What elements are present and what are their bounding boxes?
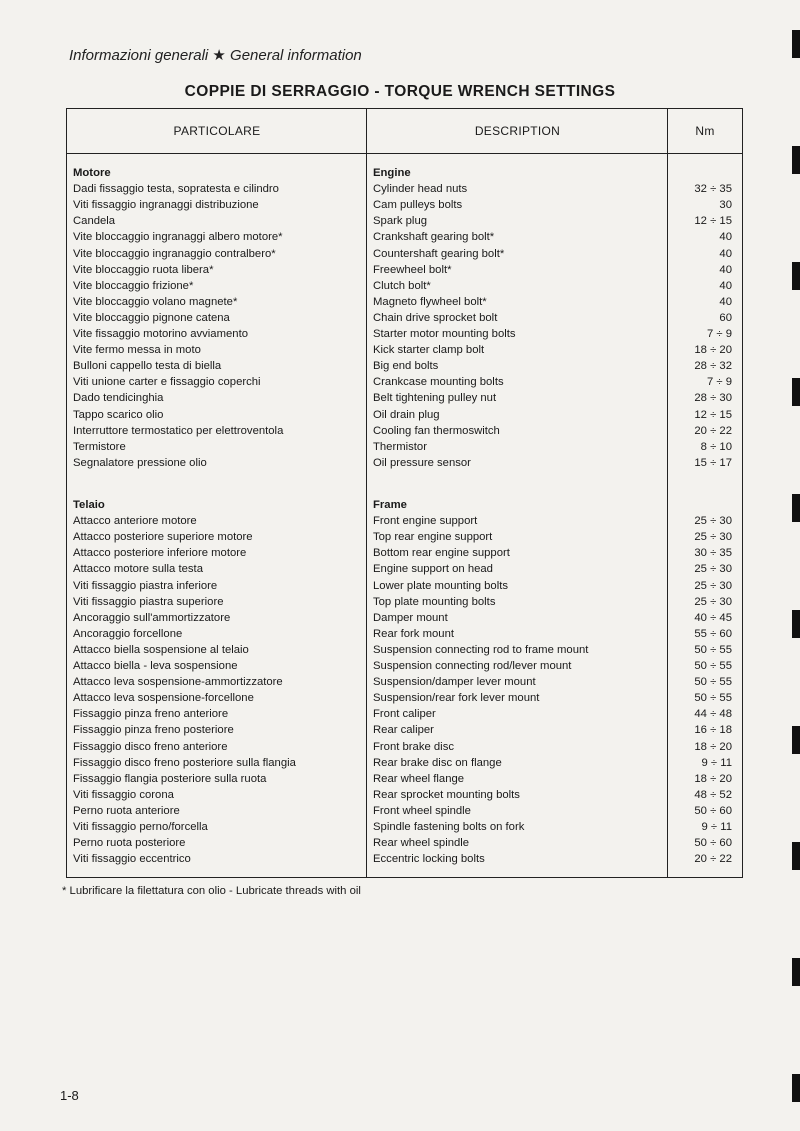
row-torque-nm: 25 ÷ 30 — [694, 563, 732, 576]
row-particolare: Attacco posteriore superiore motore — [73, 531, 253, 544]
row-particolare: Termistore — [73, 440, 126, 453]
row-particolare: Vite bloccaggio volano magnete* — [73, 295, 238, 308]
row-description: Rear sprocket mounting bolts — [373, 788, 520, 801]
row-particolare: Attacco biella sospensione al telaio — [73, 643, 249, 656]
row-description: Clutch bolt* — [373, 279, 431, 292]
row-particolare: Dado tendicinghia — [73, 392, 164, 405]
row-description: Starter motor mounting bolts — [373, 328, 516, 340]
row-particolare: Interruttore termostatico per elettroventola — [73, 424, 284, 437]
row-description: Magneto flywheel bolt* — [373, 295, 487, 308]
row-description: Chain drive sprocket bolt — [373, 311, 498, 324]
row-description: Belt tightening pulley nut — [373, 392, 497, 405]
row-description: Rear wheel spindle — [373, 837, 470, 850]
binder-tab — [792, 842, 800, 870]
row-torque-nm: 48 ÷ 52 — [694, 788, 732, 801]
row-particolare: Viti fissaggio corona — [73, 788, 174, 801]
row-particolare: Candela — [73, 215, 116, 228]
row-description: Top rear engine support — [373, 531, 493, 544]
column-divider — [667, 109, 668, 877]
row-torque-nm: 50 ÷ 60 — [694, 804, 732, 817]
row-description: Eccentric locking bolts — [373, 853, 485, 866]
row-torque-nm: 25 ÷ 30 — [694, 531, 732, 544]
row-torque-nm: 25 ÷ 30 — [694, 515, 732, 528]
row-particolare: Viti unione carter e fissaggio coperchi — [73, 376, 261, 389]
binder-tab — [792, 1074, 800, 1102]
row-torque-nm: 50 ÷ 55 — [694, 676, 732, 689]
row-description: Front brake disc — [373, 740, 454, 753]
torque-table — [66, 108, 743, 878]
row-torque-nm: 15 ÷ 17 — [694, 456, 732, 469]
binder-tab — [792, 378, 800, 406]
row-description: Top plate mounting bolts — [373, 595, 496, 608]
row-description: Lower plate mounting bolts — [373, 579, 509, 592]
binder-tab — [792, 494, 800, 522]
row-description: Countershaft gearing bolt* — [373, 247, 505, 260]
row-description: Big end bolts — [373, 360, 439, 373]
row-torque-nm: 50 ÷ 55 — [694, 660, 732, 672]
row-particolare: Dadi fissaggio testa, sopratesta e cilindro — [73, 183, 279, 196]
row-torque-nm: 40 ÷ 45 — [694, 611, 732, 624]
row-torque-nm: 32 ÷ 35 — [694, 183, 732, 196]
row-particolare: Attacco anteriore motore — [73, 515, 197, 528]
row-particolare: Vite bloccaggio ingranaggi albero motore* — [73, 231, 283, 244]
row-torque-nm: 12 ÷ 15 — [694, 215, 732, 228]
row-torque-nm: 50 ÷ 60 — [694, 837, 732, 850]
row-torque-nm: 7 ÷ 9 — [706, 376, 732, 389]
section-heading-it: Motore — [73, 167, 111, 179]
row-particolare: Vite bloccaggio ingranaggio contralbero* — [73, 247, 276, 260]
row-torque-nm: 16 ÷ 18 — [694, 724, 732, 737]
row-description: Spindle fastening bolts on fork — [373, 821, 525, 833]
row-particolare: Perno ruota anteriore — [73, 804, 180, 817]
row-torque-nm: 40 — [719, 279, 732, 292]
row-description: Damper mount — [373, 611, 448, 624]
row-torque-nm: 20 ÷ 22 — [694, 424, 732, 437]
row-description: Oil drain plug — [373, 408, 440, 421]
row-description: Suspension/rear fork lever mount — [373, 692, 540, 705]
row-description: Bottom rear engine support — [373, 547, 510, 560]
row-description: Cam pulleys bolts — [373, 199, 463, 212]
row-torque-nm: 44 ÷ 48 — [694, 708, 732, 721]
row-torque-nm: 40 — [719, 247, 732, 260]
row-particolare: Vite bloccaggio pignone catena — [73, 311, 230, 324]
row-particolare: Viti fissaggio eccentrico — [73, 853, 191, 866]
row-torque-nm: 28 ÷ 32 — [694, 360, 732, 373]
row-particolare: Viti fissaggio piastra superiore — [73, 595, 224, 608]
row-description: Rear caliper — [373, 724, 434, 737]
column-divider — [366, 109, 367, 877]
section-heading-en: Engine — [373, 167, 411, 179]
row-particolare: Fissaggio flangia posteriore sulla ruota — [73, 772, 267, 785]
binder-tab — [792, 262, 800, 290]
row-torque-nm: 18 ÷ 20 — [694, 772, 732, 785]
column-header-nm: Nm — [668, 109, 742, 154]
row-particolare: Vite fissaggio motorino avviamento — [73, 328, 248, 340]
row-particolare: Vite bloccaggio frizione* — [73, 279, 194, 292]
row-torque-nm: 50 ÷ 55 — [694, 643, 732, 656]
row-particolare: Fissaggio disco freno posteriore sulla flangia — [73, 756, 296, 769]
row-description: Suspension/damper lever mount — [373, 676, 536, 689]
row-particolare: Fissaggio pinza freno posteriore — [73, 724, 234, 737]
row-torque-nm: 30 ÷ 35 — [694, 547, 732, 560]
row-torque-nm: 18 ÷ 20 — [694, 740, 732, 753]
row-description: Front caliper — [373, 708, 436, 721]
row-description: Thermistor — [373, 440, 427, 453]
row-particolare: Attacco biella - leva sospensione — [73, 660, 238, 672]
row-torque-nm: 40 — [719, 231, 732, 244]
footnote: * Lubrificare la filettatura con olio - Lubricate threads with oil — [62, 885, 361, 897]
column-header-particolare: PARTICOLARE — [67, 109, 367, 154]
row-particolare: Ancoraggio sull'ammortizzatore — [73, 611, 231, 624]
row-particolare: Attacco leva sospensione-ammortizzatore — [73, 676, 283, 689]
running-header: Informazioni generali ★ General information — [69, 47, 362, 64]
section-heading-it: Telaio — [73, 499, 105, 511]
row-description: Kick starter clamp bolt — [373, 344, 485, 357]
row-torque-nm: 50 ÷ 55 — [694, 692, 732, 705]
row-torque-nm: 9 ÷ 11 — [701, 756, 732, 769]
row-particolare: Fissaggio disco freno anteriore — [73, 740, 228, 753]
row-description: Rear wheel flange — [373, 772, 465, 785]
row-description: Engine support on head — [373, 563, 493, 576]
row-torque-nm: 12 ÷ 15 — [694, 408, 732, 421]
section-heading-en: Frame — [373, 499, 407, 511]
row-torque-nm: 40 — [719, 263, 732, 276]
row-torque-nm: 25 ÷ 30 — [694, 579, 732, 592]
row-particolare: Perno ruota posteriore — [73, 837, 186, 850]
row-particolare: Attacco motore sulla testa — [73, 563, 203, 576]
binder-tab — [792, 146, 800, 174]
row-description: Front wheel spindle — [373, 804, 471, 817]
row-torque-nm: 30 — [719, 199, 732, 212]
row-particolare: Viti fissaggio perno/forcella — [73, 821, 208, 833]
binder-tab — [792, 30, 800, 58]
row-torque-nm: 40 — [719, 295, 732, 308]
row-description: Rear fork mount — [373, 627, 454, 640]
binder-tab — [792, 610, 800, 638]
row-description: Oil pressure sensor — [373, 456, 471, 469]
row-torque-nm: 60 — [719, 311, 732, 324]
row-description: Cooling fan thermoswitch — [373, 424, 500, 437]
row-particolare: Vite fermo messa in moto — [73, 344, 201, 357]
row-description: Freewheel bolt* — [373, 263, 452, 276]
row-torque-nm: 55 ÷ 60 — [694, 627, 732, 640]
binder-tab — [792, 726, 800, 754]
row-torque-nm: 18 ÷ 20 — [694, 344, 732, 357]
row-description: Front engine support — [373, 515, 478, 528]
column-header-description: DESCRIPTION — [367, 109, 668, 154]
row-description: Spark plug — [373, 215, 428, 228]
row-torque-nm: 8 ÷ 10 — [700, 440, 732, 453]
row-torque-nm: 7 ÷ 9 — [706, 328, 732, 340]
row-torque-nm: 28 ÷ 30 — [694, 392, 732, 405]
row-particolare: Tappo scarico olio — [73, 408, 164, 421]
row-description: Cylinder head nuts — [373, 183, 468, 196]
row-particolare: Attacco posteriore inferiore motore — [73, 547, 247, 560]
row-particolare: Attacco leva sospensione-forcellone — [73, 692, 254, 705]
row-description: Crankshaft gearing bolt* — [373, 231, 495, 244]
row-particolare: Viti fissaggio piastra inferiore — [73, 579, 218, 592]
row-particolare: Bulloni cappello testa di biella — [73, 360, 222, 373]
row-torque-nm: 9 ÷ 11 — [701, 821, 732, 833]
page-title: COPPIE DI SERRAGGIO - TORQUE WRENCH SETTINGS — [184, 83, 616, 100]
row-particolare: Segnalatore pressione olio — [73, 456, 207, 469]
page-number: 1-8 — [60, 1088, 79, 1103]
row-torque-nm: 25 ÷ 30 — [694, 595, 732, 608]
row-particolare: Fissaggio pinza freno anteriore — [73, 708, 229, 721]
row-description: Suspension connecting rod to frame mount — [373, 643, 589, 656]
row-description: Suspension connecting rod/lever mount — [373, 660, 572, 672]
binder-tab — [792, 958, 800, 986]
row-description: Crankcase mounting bolts — [373, 376, 504, 389]
row-particolare: Viti fissaggio ingranaggi distribuzione — [73, 199, 259, 212]
row-description: Rear brake disc on flange — [373, 756, 502, 769]
row-particolare: Ancoraggio forcellone — [73, 627, 183, 640]
row-torque-nm: 20 ÷ 22 — [694, 853, 732, 866]
row-particolare: Vite bloccaggio ruota libera* — [73, 263, 214, 276]
